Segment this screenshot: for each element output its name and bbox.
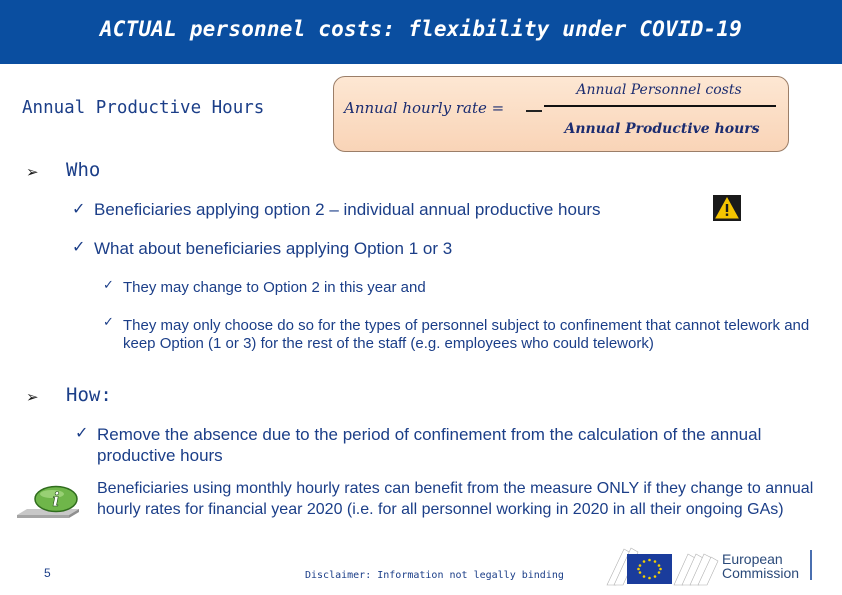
fraction-line — [544, 105, 776, 107]
check-icon: ✓ — [75, 423, 89, 442]
formula-lhs: Annual hourly rate = — [344, 99, 505, 117]
ec-line-2: Commission — [722, 565, 800, 581]
logo-divider — [810, 550, 812, 580]
how-item-1: Remove the absence due to the period of confinement from the calculation of the annual productive hours — [97, 425, 762, 465]
check-icon: ✓ — [72, 237, 86, 256]
european-commission-wordmark — [722, 552, 799, 580]
page-number: 5 — [44, 566, 51, 580]
how-heading: How: — [66, 384, 112, 406]
formula-numerator: Annual Personnel costs — [576, 82, 742, 98]
formula-box — [333, 76, 789, 152]
ec-line-1: European — [722, 551, 783, 567]
check-icon: ✓ — [72, 199, 86, 218]
formula-denominator: Annual Productive hours — [564, 121, 760, 137]
slide-title: ACTUAL personnel costs: flexibility under COVID-19 — [99, 17, 743, 41]
arrow-bullet-icon: ➢ — [26, 388, 39, 406]
arrow-bullet-icon: ➢ — [26, 163, 39, 181]
info-icon — [17, 483, 87, 519]
annual-productive-hours-heading: Annual Productive Hours — [22, 98, 265, 118]
formula-connector — [526, 110, 542, 112]
who-heading: Who — [66, 159, 101, 181]
title-bar — [0, 0, 842, 64]
info-note: Beneficiaries using monthly hourly rates can benefit from the measure ONLY if they change to annual hourly rates for financial year 2020 (i.e. for all personnel working in 2020 in all their ongoing GAs) — [97, 480, 814, 518]
who-subitem-2: They may only choose do so for the types of personnel subject to confinement that cannot telework and keep Option (1 or 3) for the rest of the staff (e.g. employees who could telework) — [123, 317, 810, 352]
check-icon: ✓ — [103, 315, 114, 330]
who-item-1: Beneficiaries applying option 2 – individual annual productive hours — [94, 200, 601, 219]
disclaimer: Disclaimer: Information not legally binding — [305, 570, 564, 581]
who-subitem-1: They may change to Option 2 in this year and — [123, 279, 426, 296]
check-icon: ✓ — [103, 278, 114, 293]
who-item-2: What about beneficiaries applying Option 1 or 3 — [94, 239, 453, 258]
svg-text:i: i — [52, 489, 60, 511]
warning-icon — [713, 195, 741, 221]
